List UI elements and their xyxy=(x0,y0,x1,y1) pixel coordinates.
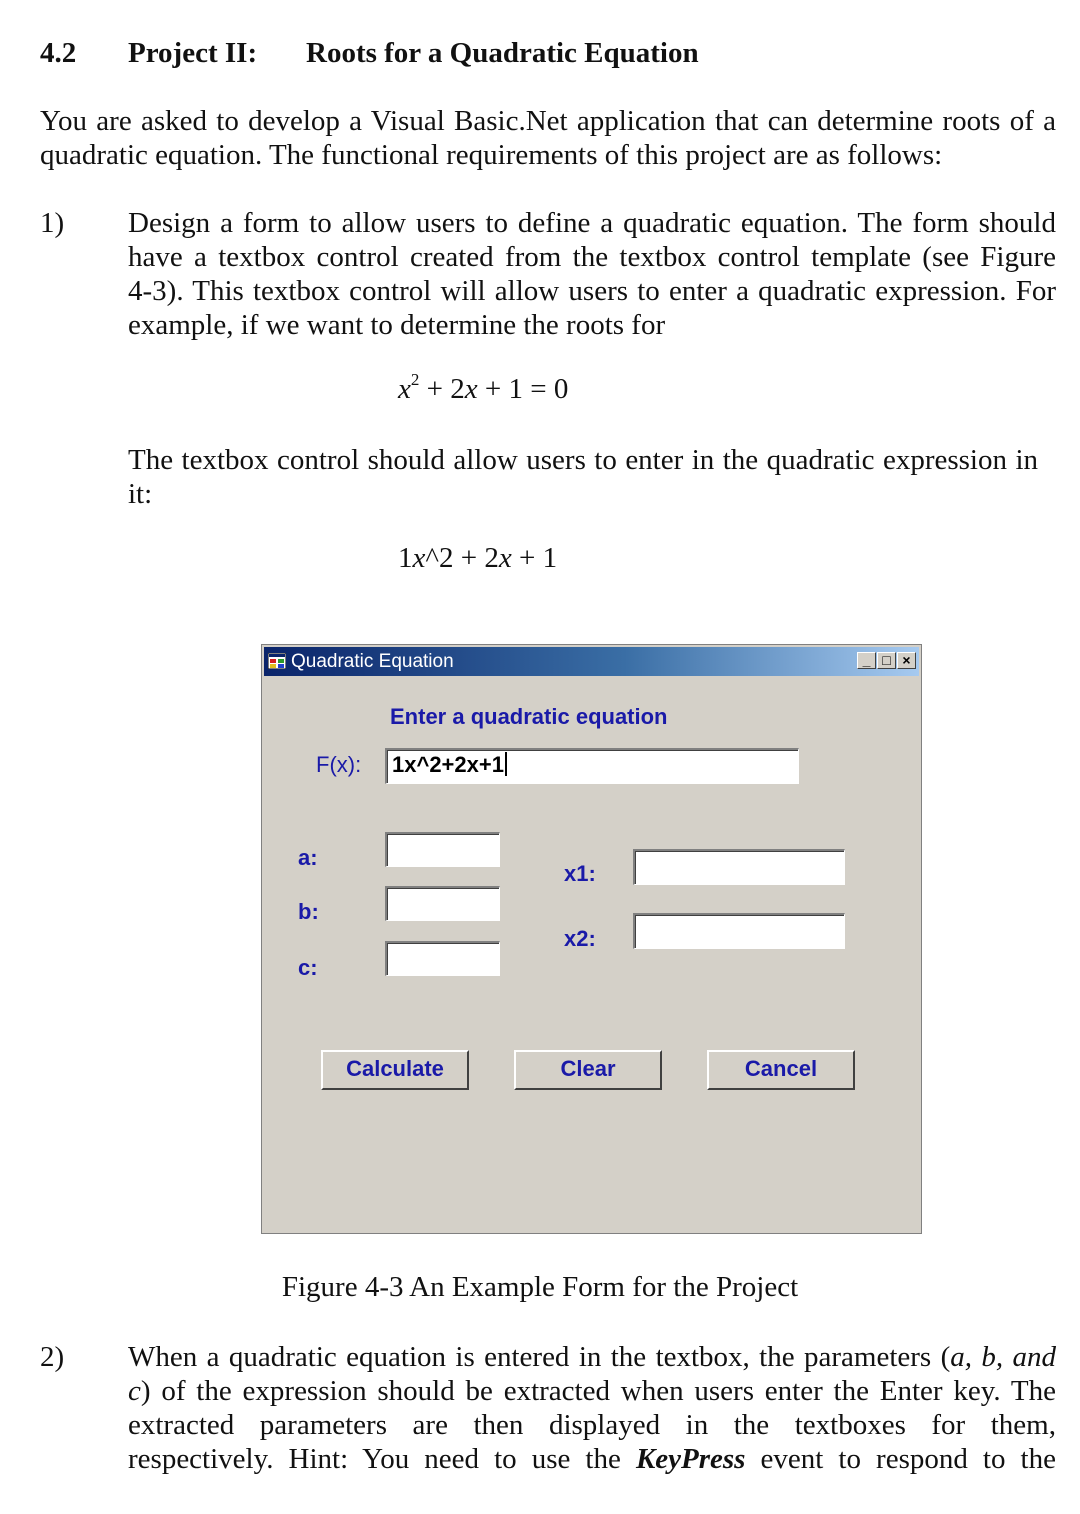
item-2-line-4: respectively. Hint: You need to use the KeyPress event to respond to the xyxy=(128,1443,1056,1475)
cancel-button[interactable]: Cancel xyxy=(707,1050,855,1090)
section-title: Roots for a Quadratic Equation xyxy=(306,37,699,69)
fx-label: F(x): xyxy=(316,752,362,777)
a-textbox[interactable] xyxy=(385,832,500,867)
item-1-line-3: 4-3). This textbox control will allow users to enter a quadratic expression. For xyxy=(128,275,1056,307)
prompt-label: Enter a quadratic equation xyxy=(390,704,668,729)
item-1-after-line-2: it: xyxy=(128,478,153,510)
x2-textbox[interactable] xyxy=(633,913,845,949)
text-caret xyxy=(505,752,507,776)
item-2-line-3: extracted parameters are then displayed in the textboxes for them, xyxy=(128,1409,1056,1441)
minimize-button[interactable]: _ xyxy=(857,652,876,669)
calculate-button[interactable]: Calculate xyxy=(321,1050,469,1090)
item-1-line-2: have a textbox control created from the textbox control template (see Figure xyxy=(128,241,1056,273)
c-textbox[interactable] xyxy=(385,941,500,976)
maximize-button[interactable]: □ xyxy=(877,652,896,669)
item-2-number: 2) xyxy=(40,1341,65,1373)
c-label: c: xyxy=(298,955,318,980)
project-label: Project II: xyxy=(128,37,258,69)
b-label: b: xyxy=(298,899,319,924)
window-title: Quadratic Equation xyxy=(291,651,454,672)
intro-line-2: quadratic equation. The functional requirements of this project are as follows: xyxy=(40,139,943,171)
x1-label: x1: xyxy=(564,861,596,886)
item-1-after-line-1: The textbox control should allow users to enter in the quadratic expression in xyxy=(128,444,1038,476)
equation: $x^2 + 2x + 1 = 0$ xyxy=(398,370,569,405)
section-number: 4.2 xyxy=(40,37,77,69)
quadratic-equation-window xyxy=(261,644,922,1234)
item-1-line-1: Design a form to allow users to define a quadratic equation. The form should xyxy=(128,207,1056,239)
close-button[interactable]: × xyxy=(897,652,916,669)
x1-textbox[interactable] xyxy=(633,849,845,885)
expression-example: 1x^2 + 2x + 1 xyxy=(398,542,558,574)
figure-caption: Figure 4-3 An Example Form for the Project xyxy=(281,1271,799,1303)
item-1-number: 1) xyxy=(40,207,65,239)
item-2-line-1: When a quadratic equation is entered in the textbox, the parameters (a, b, and xyxy=(128,1341,1056,1373)
item-2-line-2: c) of the expression should be extracted when users enter the Enter key. The xyxy=(128,1375,1056,1407)
b-textbox[interactable] xyxy=(385,886,500,921)
fx-input-value: 1x^2+2x+1 xyxy=(392,752,504,777)
a-label: a: xyxy=(298,845,318,870)
item-1-line-4: example, if we want to determine the roots for xyxy=(128,309,666,341)
fx-input[interactable] xyxy=(385,748,799,784)
clear-button[interactable]: Clear xyxy=(514,1050,662,1090)
window-titlebar[interactable] xyxy=(264,647,919,676)
x2-label: x2: xyxy=(564,926,596,951)
app-form-icon xyxy=(268,653,286,669)
intro-line-1: You are asked to develop a Visual Basic.Net application that can determine roots of a xyxy=(40,105,1056,137)
